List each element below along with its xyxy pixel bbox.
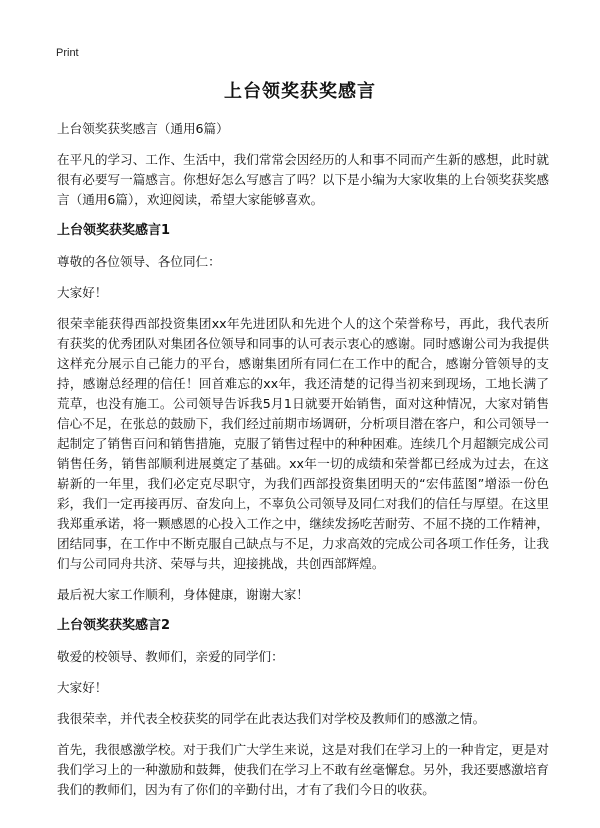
section2-greeting: 敬爱的校领导、教师们，亲爱的同学们： — [57, 649, 284, 664]
document-subtitle: 上台领奖获奖感言（通用6篇） — [57, 121, 229, 136]
section-heading-1: 上台领奖获奖感言1 — [57, 223, 171, 238]
section1-body: 很荣幸能获得西部投资集团xx年先进团队和先进个人的这个荣誉称号，再此，我代表所有获奖的优秀团队对集团各位领导和同事的认可表示衷心的感谢。同时感谢公司为我提供这样充分展示自己能力的平台，感谢集团所有同仁在工作中的配合，感谢分管领导的支持，感谢总经理的信任！回首难忘的xx年，我还清楚的记得当初来到现场，工地长满了荒草，也没有施工。公司领导告诉我5月1日就要开始销售，面对这种情况，大家对销售信心不足，在张总的鼓励下，我们经过前期市场调研，分析项目潜在客户，和公司领导一起制定了销售百问和销售措施，克服了销售过程中的种种困难。连续几个月超额完成公司销售任务，销售部顺利进展奠定了基础。xx年一切的成绩和荣誉都已经成为过去，在这崭新的一年里，我们必定克尽职守，为我们西部投资集团明天的“宏伟蓝图”增添一份色彩，我们一定再接再厉、奋发向上，不辜负公司领导及同仁对我们的信任与厚望。在这里我郑重承诺，将一颗感恩的心投入工作之中，继续发扬吃苦耐劳、不屈不挠的工作精神，团结同事，在工作中不断克服自己缺点与不足，力求高效的完成公司各项工作任务，让我们与公司同舟共济、荣辱与共，迎接挑战，共创西部辉煌。 — [57, 316, 549, 571]
section2-para2: 首先，我很感激学校。对于我们广大学生来说，这是对我们在学习上的一种肯定，更是对我们学习上的一种激励和鼓舞，使我们在学习上不敢有丝毫懈怠。另外，我还要感激培育我们的教师们，因为有了你们的辛勤付出，才有了我们今日的收获。 — [57, 742, 549, 797]
section1-hello: 大家好！ — [57, 285, 108, 300]
section-heading-2: 上台领奖获奖感言2 — [57, 618, 171, 633]
section1-closing: 最后祝大家工作顺利，身体健康，谢谢大家！ — [57, 587, 309, 602]
section1-greeting: 尊敬的各位领导、各位同仁： — [57, 254, 221, 269]
section2-hello: 大家好！ — [57, 680, 108, 695]
intro-paragraph: 在平凡的学习、工作、生活中，我们常常会因经历的人和事不同而产生新的感想，此时就很有必要写一篇感言。你想好怎么写感言了吗？以下是小编为大家收集的上台领奖获奖感言（通用6篇），欢迎阅读，希望大家能够喜欢。 — [57, 152, 549, 207]
page-title: 上台领奖获奖感言 — [224, 81, 376, 102]
print-label[interactable]: Print — [56, 47, 79, 59]
section2-para1: 我很荣幸，并代表全校获奖的同学在此表达我们对学校及教师们的感激之情。 — [57, 711, 486, 726]
document-body — [57, 119, 549, 811]
